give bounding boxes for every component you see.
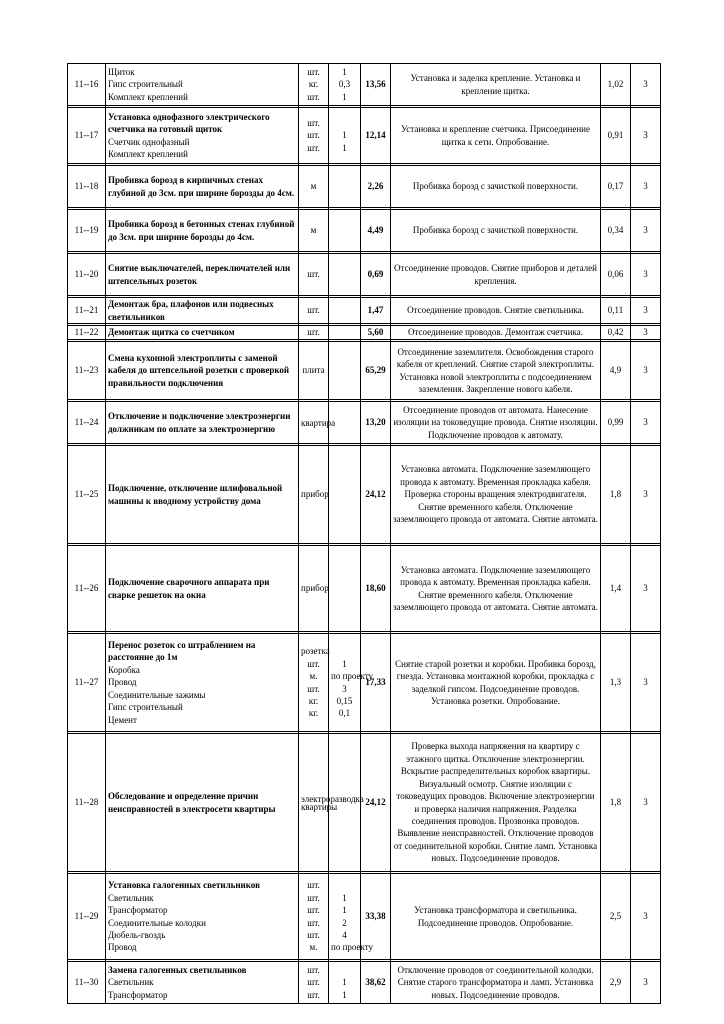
row-price: 24,12: [361, 446, 391, 544]
row-code: 11--26: [68, 546, 106, 632]
unit-value: м: [310, 181, 317, 192]
work-title: Снятие выключателей, переключателей или штепсельных розеток: [108, 263, 291, 286]
table-body: [68, 64, 661, 1004]
table-row: [68, 342, 661, 400]
unit-value: шт.: [307, 683, 320, 694]
unit-value: шт.: [307, 892, 320, 903]
material-name: Гипс строительный: [108, 79, 183, 90]
row-price: 24,12: [361, 734, 391, 872]
work-title: Замена галогенных светильников: [108, 964, 247, 975]
work-title: Смена кухонной электроплиты с заменой кабеля до штепсельной розетки с проверкой правильности подключения: [108, 352, 290, 388]
unit-value: кг.: [308, 695, 319, 706]
qty-value: [331, 488, 358, 500]
unit-value: кг.: [308, 79, 319, 90]
qty-value: [331, 645, 358, 657]
row-unit-cell: [299, 108, 329, 164]
row-category: 3: [631, 254, 661, 296]
qty-value: [331, 268, 358, 280]
row-price: 38,62: [361, 962, 391, 1004]
unit-value: прибор: [301, 489, 329, 500]
row-unit-cell: [299, 546, 329, 632]
qty-value: 0,15: [336, 695, 353, 706]
qty-value: 1: [342, 905, 347, 916]
row-code: 11--25: [68, 446, 106, 544]
unit-value: плита: [302, 365, 325, 376]
unit-value: розетка: [301, 646, 330, 657]
row-qty-cell: [329, 962, 361, 1004]
unit-value: шт.: [307, 989, 320, 1000]
material-name: Провод: [108, 677, 137, 688]
row-description: Установка автомата. Подключение заземляющего провода к автомату. Временная прокладка кабеля. Проверка стороны вращения электродвигателя. Снятие временного кабеля. Отключение заземляющего провода от автомата. Снятие автомата.: [391, 446, 601, 544]
qty-value: [331, 304, 358, 316]
table-row: [68, 210, 661, 252]
row-description: Установка и заделка крепление. Установка и крепление щитка.: [391, 64, 601, 106]
row-qty-cell: [329, 446, 361, 544]
unit-value: шт.: [307, 880, 320, 891]
table-row: [68, 298, 661, 324]
row-code: 11--20: [68, 254, 106, 296]
row-code: 11--28: [68, 734, 106, 872]
qty-value: [331, 117, 358, 129]
row-description: Отсоединение проводов. Снятие приборов и деталей крепления.: [391, 254, 601, 296]
row-unit-cell: [299, 64, 329, 106]
unit-value: квартира: [301, 417, 336, 428]
work-title: Установка галогенных светильников: [108, 880, 260, 891]
row-name-cell: [106, 734, 299, 872]
material-name: Дюбель-гвоздь: [108, 929, 166, 940]
row-price: 1,47: [361, 298, 391, 324]
row-coefficient: 1,8: [601, 734, 631, 872]
qty-value: 1: [342, 892, 347, 903]
table-row: [68, 634, 661, 732]
row-category: 3: [631, 210, 661, 252]
row-name-cell: [106, 108, 299, 164]
row-code: 11--19: [68, 210, 106, 252]
unit-value: шт.: [307, 269, 320, 280]
row-name-cell: [106, 634, 299, 732]
row-description: Установка и крепление счетчика. Присоединение щитка к сети. Опробование.: [391, 108, 601, 164]
row-coefficient: 1,8: [601, 446, 631, 544]
qty-value: 0,1: [338, 708, 351, 719]
unit-value: шт.: [307, 117, 320, 128]
row-qty-cell: [329, 342, 361, 400]
row-name-cell: [106, 874, 299, 960]
row-price: 5,60: [361, 326, 391, 340]
row-coefficient: 1,3: [601, 634, 631, 732]
table-row: [68, 64, 661, 106]
row-name-cell: [106, 546, 299, 632]
qty-value: 1: [342, 130, 347, 141]
row-coefficient: 0,99: [601, 402, 631, 444]
row-qty-cell: [329, 546, 361, 632]
table-row: [68, 326, 661, 340]
material-name: Трансформатор: [108, 905, 168, 916]
row-code: 11--24: [68, 402, 106, 444]
unit-value: шт.: [307, 917, 320, 928]
row-unit-cell: [299, 210, 329, 252]
qty-value: 1: [342, 658, 347, 669]
unit-value: шт.: [307, 977, 320, 988]
table-row: [68, 108, 661, 164]
unit-value: шт.: [307, 658, 320, 669]
unit-value: шт.: [307, 91, 320, 102]
row-qty-cell: [329, 326, 361, 340]
unit-value: шт.: [307, 929, 320, 940]
qty-value: 2: [342, 917, 347, 928]
row-category: 3: [631, 446, 661, 544]
material-name: Цемент: [108, 714, 137, 725]
row-price: 4,49: [361, 210, 391, 252]
row-price: 12,14: [361, 108, 391, 164]
work-title: Демонтаж бра, плафонов или подвесных светильников: [108, 299, 274, 322]
table-row: [68, 734, 661, 872]
row-name-cell: [106, 64, 299, 106]
row-description: Снятие старой розетки и коробки. Пробивка борозд, гнезда. Установка монтажной коробки, прокладка с заделкой гипсом. Подсоединение проводов. Установка розетки. Опробование.: [391, 634, 601, 732]
row-category: 3: [631, 734, 661, 872]
row-qty-cell: [329, 634, 374, 732]
row-name-cell: [106, 326, 299, 340]
material-name: Соединительные зажимы: [108, 689, 206, 700]
material-name: Светильник: [108, 977, 154, 988]
row-price: 13,56: [361, 64, 391, 106]
row-code: 11--18: [68, 166, 106, 208]
material-name: Гипс строительный: [108, 702, 183, 713]
row-description: Установка трансформатора и светильника. Подсоединение проводов. Опробование.: [391, 874, 601, 960]
row-code: 11--16: [68, 64, 106, 106]
row-price: 65,29: [361, 342, 391, 400]
qty-value: [331, 364, 358, 376]
qty-value: 0,3: [338, 79, 351, 90]
row-coefficient: 0,17: [601, 166, 631, 208]
unit-value: кг.: [308, 708, 319, 719]
qty-value: 1: [342, 989, 347, 1000]
unit-value: шт.: [307, 142, 320, 153]
work-title: Перенос розеток со штраблением на расстояние до 1м: [108, 640, 256, 663]
row-category: 3: [631, 874, 661, 960]
qty-value: [331, 224, 358, 236]
row-coefficient: 0,91: [601, 108, 631, 164]
material-name: Счетчик однофазный: [108, 136, 190, 147]
row-category: 3: [631, 298, 661, 324]
row-category: 3: [631, 546, 661, 632]
row-category: 3: [631, 326, 661, 340]
qty-value: по проекту: [331, 671, 374, 682]
row-code: 11--27: [68, 634, 106, 732]
price-table: [67, 63, 661, 1004]
table-row: [68, 166, 661, 208]
row-coefficient: 2,9: [601, 962, 631, 1004]
work-title: Подключение, отключение шлифовальной машины к вводному устройству дома: [108, 483, 283, 506]
row-qty-cell: [329, 254, 361, 296]
row-description: Проверка выхода напряжения на квартиру с этажного щитка. Отключение электроэнергии. Вскрытие распределительных коробок квартиры. Визуальный осмотр. Снятие изоляции с токоведущих проводов. Включение электроэнергии и проверка наличия напряжения. Разделка соединения проводов. Прозвонка проводов. Выявление неисправностей. Отключение проводов от соединительной коробки. Снятие ламп. Установка новых. Подсоединение проводов.: [391, 734, 601, 872]
row-coefficient: 1,02: [601, 64, 631, 106]
row-unit-cell: [299, 298, 329, 324]
row-coefficient: 2,5: [601, 874, 631, 960]
row-name-cell: [106, 254, 299, 296]
qty-value: [331, 582, 358, 594]
unit-value: шт.: [307, 327, 320, 338]
row-qty-cell: [329, 874, 374, 960]
qty-value: [331, 326, 358, 338]
row-description: Отключение проводов от соединительной колодки. Снятие старого трансформатора и ламп. Установка новых. Подсоединение проводов.: [391, 962, 601, 1004]
row-qty-cell: [329, 64, 361, 106]
row-category: 3: [631, 402, 661, 444]
row-price: 18,60: [361, 546, 391, 632]
unit-value: шт.: [307, 66, 320, 77]
row-category: 3: [631, 634, 661, 732]
table-row: [68, 254, 661, 296]
row-price: 2,26: [361, 166, 391, 208]
table-row: [68, 546, 661, 632]
material-name: Соединительные колодки: [108, 917, 206, 928]
table-row: [68, 402, 661, 444]
row-coefficient: 0,11: [601, 298, 631, 324]
row-qty-cell: [329, 298, 361, 324]
work-title: Установка однофазного электрического счетчика на готовый щиток: [108, 111, 270, 135]
row-name-cell: [106, 402, 299, 444]
row-code: 11--23: [68, 342, 106, 400]
table-row: [68, 962, 661, 1004]
table-row: [68, 446, 661, 544]
row-unit-cell: [299, 962, 329, 1004]
row-name-cell: [106, 342, 299, 400]
row-category: 3: [631, 108, 661, 164]
row-name-cell: [106, 166, 299, 208]
row-qty-cell: [329, 108, 361, 164]
row-coefficient: 0,42: [601, 326, 631, 340]
row-description: Установка автомата. Подключение заземляющего провода к автомату. Временная прокладка кабеля. Снятие временного кабеля. Отключение заземляющего провода от автомата. Снятие автомата.: [391, 546, 601, 632]
row-description: Отсоединение проводов. Демонтаж счетчика.: [391, 326, 601, 340]
row-description: Пробивка борозд с зачисткой поверхности.: [391, 166, 601, 208]
row-name-cell: [106, 298, 299, 324]
work-title: Отключение и подключение электроэнергии должникам по оплате за электроэнергию: [108, 411, 291, 434]
qty-value: 4: [342, 929, 347, 940]
row-name-cell: [106, 210, 299, 252]
work-title: Обследование и определение причин неисправностей в электросети квартиры: [108, 791, 276, 814]
row-unit-cell: [299, 734, 364, 872]
table-row: [68, 874, 661, 960]
row-category: 3: [631, 64, 661, 106]
row-category: 3: [631, 342, 661, 400]
row-coefficient: 0,06: [601, 254, 631, 296]
row-coefficient: 1,4: [601, 546, 631, 632]
row-unit-cell: [299, 166, 329, 208]
work-title: Подключение сварочного аппарата при сварке решеток на окна: [108, 577, 270, 600]
row-qty-cell: [329, 166, 361, 208]
row-description: Отсоединение заземлителя. Освобождения старого кабеля от креплений. Снятие старой электроплиты. Установка новой электроплиты с подсоединением заземления. Закрепление нового кабеля.: [391, 342, 601, 400]
row-description: Отсоединение проводов от автомата. Нанесение изоляции на токоведущие провода. Снятие изоляции. Подключение проводов к автомату.: [391, 402, 601, 444]
unit-value: шт.: [307, 905, 320, 916]
row-price: 0,69: [361, 254, 391, 296]
unit-value: шт.: [307, 130, 320, 141]
row-category: 3: [631, 166, 661, 208]
row-unit-cell: [299, 254, 329, 296]
row-unit-cell: [299, 326, 329, 340]
row-unit-cell: [299, 446, 329, 544]
row-code: 11--22: [68, 326, 106, 340]
qty-value: 1: [342, 91, 347, 102]
material-name: Провод: [108, 942, 137, 953]
material-name: Коробка: [108, 664, 140, 675]
qty-value: [331, 964, 358, 976]
qty-value: 1: [342, 66, 347, 77]
row-unit-cell: [299, 342, 329, 400]
qty-value: [331, 879, 358, 891]
row-coefficient: 4,9: [601, 342, 631, 400]
row-price: 17,33: [361, 634, 391, 732]
material-name: Трансформатор: [108, 989, 168, 1000]
row-code: 11--29: [68, 874, 106, 960]
qty-value: 1: [342, 977, 347, 988]
work-title: Демонтаж щитка со счетчиком: [108, 327, 235, 338]
row-description: Отсоединение проводов. Снятие светильника.: [391, 298, 601, 324]
qty-value: [331, 180, 358, 192]
row-name-cell: [106, 446, 299, 544]
row-description: Пробивка борозд с зачисткой поверхности.: [391, 210, 601, 252]
row-coefficient: 0,34: [601, 210, 631, 252]
qty-value: 1: [342, 142, 347, 153]
row-name-cell: [106, 962, 299, 1004]
material-name: Комплект креплений: [108, 148, 188, 159]
row-unit-cell: [299, 634, 329, 732]
material-name: Комплект креплений: [108, 91, 188, 102]
row-price: 33,38: [361, 874, 391, 960]
material-name: Щиток: [108, 66, 135, 77]
qty-value: 3: [342, 683, 347, 694]
row-price: 13,20: [361, 402, 391, 444]
unit-value: прибор: [301, 583, 329, 594]
row-code: 11--21: [68, 298, 106, 324]
qty-value: [331, 416, 358, 428]
row-code: 11--17: [68, 108, 106, 164]
unit-value: шт.: [307, 305, 320, 316]
row-unit-cell: [299, 874, 329, 960]
row-category: 3: [631, 962, 661, 1004]
unit-value: шт.: [307, 964, 320, 975]
row-code: 11--30: [68, 962, 106, 1004]
work-title: Пробивка борозд в бетонных стенах глубиной до 3см. при ширине борозды до 4см.: [108, 219, 295, 242]
qty-value: по проекту: [331, 942, 374, 953]
unit-value: м: [310, 225, 317, 236]
unit-value: электроразводка квартиры: [301, 793, 364, 812]
unit-value: м.: [309, 942, 318, 953]
unit-value: м.: [309, 671, 318, 682]
work-title: Пробивка борозд в кирпичных стенах глубиной до 3см. при ширине борозды до 4см.: [108, 175, 295, 198]
material-name: Светильник: [108, 892, 154, 903]
row-unit-cell: [299, 402, 336, 444]
row-qty-cell: [329, 210, 361, 252]
